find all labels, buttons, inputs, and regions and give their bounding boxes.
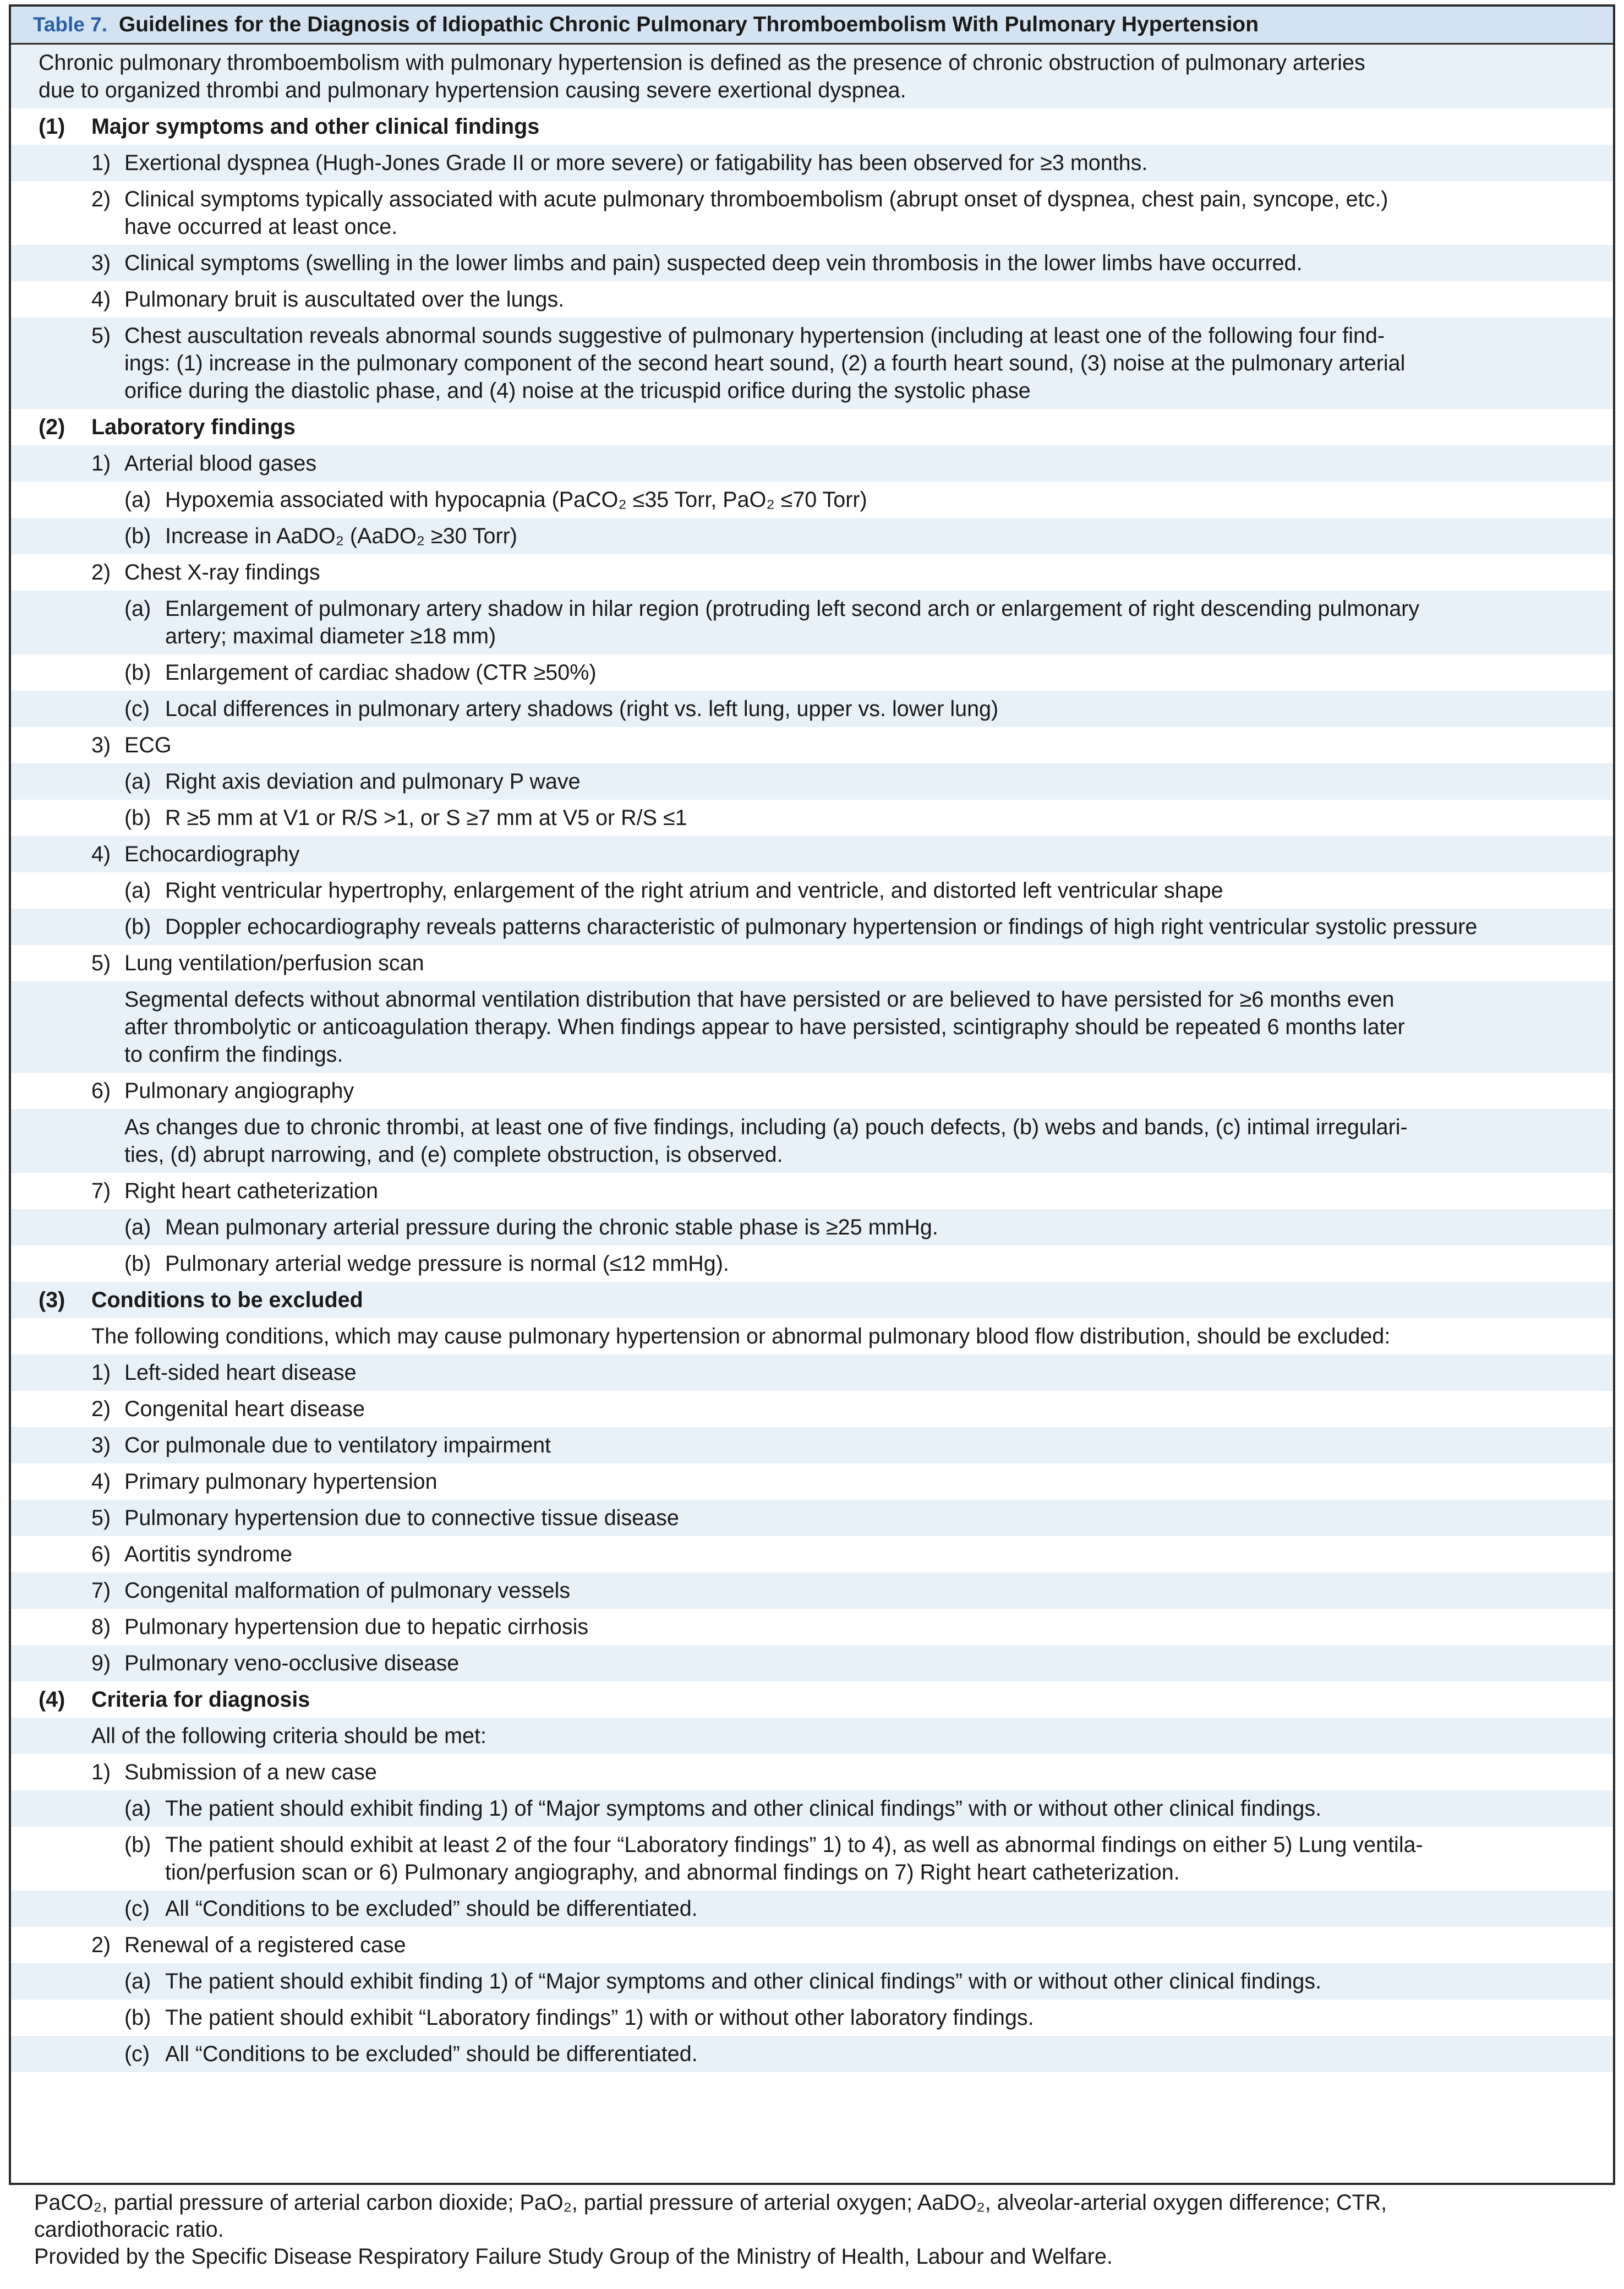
item-text-line: The patient should exhibit at least 2 of the four “Laboratory findings” 1) to 4), as well as abnormal findings on either 5) Lung ventila- <box>165 1833 1423 1857</box>
item-number: (4) <box>39 1687 65 1712</box>
item-text-line: ECG <box>124 733 172 757</box>
item-number: (3) <box>39 1288 65 1312</box>
item-number: (a) <box>124 1215 151 1239</box>
table-row <box>11 45 1613 108</box>
item-text-line: Pulmonary hypertension due to hepatic cirrhosis <box>124 1615 589 1639</box>
item-text-line: Cor pulmonale due to ventilatory impairment <box>124 1433 551 1457</box>
item-text-line: orifice during the diastolic phase, and (4) noise at the tricuspid orifice during the systolic phase <box>124 379 1031 403</box>
item-number: 8) <box>91 1615 111 1639</box>
table-row <box>11 482 1613 518</box>
item-text-line: All of the following criteria should be met: <box>91 1724 486 1748</box>
table-body <box>11 45 1613 2072</box>
table-row <box>11 1500 1613 1536</box>
table-row <box>11 1073 1613 1109</box>
table-row <box>11 654 1613 691</box>
item-number: (c) <box>124 1897 150 1921</box>
item-number: 2) <box>91 187 111 211</box>
item-text-line: Congenital heart disease <box>124 1397 365 1421</box>
item-text-line: Right ventricular hypertrophy, enlargement of the right atrium and ventricle, and distorted left ventricular shape <box>165 878 1223 903</box>
table-row <box>11 2036 1613 2072</box>
item-text-line: Clinical symptoms (swelling in the lower limbs and pain) suspected deep vein thrombosis in the lower limbs have occurred. <box>124 251 1303 275</box>
item-text-line: after thrombolytic or anticoagulation therapy. When findings appear to have persisted, scintigraphy should be repeated 6 months later <box>124 1015 1405 1039</box>
item-number: 4) <box>91 287 111 312</box>
table-row <box>11 800 1613 836</box>
table-row <box>11 1245 1613 1282</box>
item-text-line: Pulmonary veno-occlusive disease <box>124 1651 460 1675</box>
item-text-line: Aortitis syndrome <box>124 1542 293 1566</box>
table-row <box>11 1109 1613 1173</box>
item-text-line: R ≥5 mm at V1 or R/S >1, or S ≥7 mm at V5 or R/S ≤1 <box>165 806 687 830</box>
item-text-line: Increase in AaDO₂ (AaDO₂ ≥30 Torr) <box>165 524 517 548</box>
guidelines-table <box>9 4 1615 2185</box>
item-text-line: Primary pulmonary hypertension <box>124 1469 438 1494</box>
table-row <box>11 591 1613 654</box>
table-row <box>11 1927 1613 1963</box>
item-number: (b) <box>124 524 151 548</box>
item-number: 9) <box>91 1651 111 1675</box>
table-row <box>11 2000 1613 2036</box>
table-row <box>11 1572 1613 1609</box>
item-number: 5) <box>91 324 111 348</box>
item-text-line: Chronic pulmonary thromboembolism with pulmonary hypertension is defined as the presence of chronic obstruction of pulmonary arteries <box>39 51 1365 75</box>
table-row <box>11 691 1613 727</box>
item-text-line: Submission of a new case <box>124 1760 377 1784</box>
footnote-line: Provided by the Specific Disease Respiratory Failure Study Group of the Ministry of Health, Labour and Welfare. <box>34 2244 1113 2269</box>
item-text-line: Chest auscultation reveals abnormal sounds suggestive of pulmonary hypertension (including at least one of the following four find- <box>124 324 1385 348</box>
table-row <box>11 1391 1613 1427</box>
table-row <box>11 518 1613 554</box>
item-text-line: Chest X-ray findings <box>124 560 320 584</box>
item-text-line: Right axis deviation and pulmonary P wave <box>165 769 581 794</box>
item-number: (a) <box>124 597 151 621</box>
item-number: 6) <box>91 1542 111 1566</box>
table-row <box>11 445 1613 482</box>
item-number: 4) <box>91 1469 111 1494</box>
item-number: 3) <box>91 733 111 757</box>
table-row <box>11 763 1613 800</box>
item-number: 1) <box>91 151 111 175</box>
item-number: 2) <box>91 1933 111 1957</box>
item-number: (c) <box>124 2042 150 2066</box>
table-row <box>11 281 1613 318</box>
item-number: 2) <box>91 560 111 584</box>
table-row <box>11 1354 1613 1391</box>
item-number: 2) <box>91 1397 111 1421</box>
item-number: 3) <box>91 1433 111 1457</box>
item-number: 5) <box>91 1506 111 1530</box>
table-row <box>11 1891 1613 1927</box>
item-text-line: Enlargement of cardiac shadow (CTR ≥50%) <box>165 660 597 685</box>
table-row <box>11 145 1613 181</box>
item-text-line: Doppler echocardiography reveals patterns characteristic of pulmonary hypertension or findings of high right ventricular systolic pressure <box>165 915 1478 939</box>
item-text-line: ings: (1) increase in the pulmonary component of the second heart sound, (2) a fourth heart sound, (3) noise at the pulmonary arterial <box>124 351 1406 375</box>
item-text-line: All “Conditions to be excluded” should be differentiated. <box>165 2042 698 2066</box>
table-row <box>11 1718 1613 1754</box>
item-text-line: Pulmonary arterial wedge pressure is normal (≤12 mmHg). <box>165 1252 729 1276</box>
section-heading-row <box>11 1681 1613 1718</box>
table-row <box>11 1427 1613 1463</box>
table-row <box>11 1209 1613 1245</box>
section-heading-row <box>11 1282 1613 1318</box>
item-text-line: to confirm the findings. <box>124 1042 343 1067</box>
table-row <box>11 945 1613 981</box>
item-text-line: Local differences in pulmonary artery shadows (right vs. left lung, upper vs. lower lung) <box>165 697 999 721</box>
table-row <box>11 1963 1613 2000</box>
table-row <box>11 1536 1613 1572</box>
item-number: 3) <box>91 251 111 275</box>
item-text-line: The patient should exhibit “Laboratory findings” 1) with or without other laboratory findings. <box>165 2006 1034 2030</box>
table-title-row <box>11 7 1613 45</box>
item-number: (a) <box>124 1969 151 1993</box>
table-title: Guidelines for the Diagnosis of Idiopathic Chronic Pulmonary Thromboembolism With Pulmonary Hypertension <box>118 13 1259 36</box>
table-row <box>11 872 1613 909</box>
item-number: (1) <box>39 114 65 139</box>
item-number: (b) <box>124 915 151 939</box>
table-row <box>11 1318 1613 1354</box>
table-row <box>11 1754 1613 1790</box>
section-heading-row <box>11 108 1613 145</box>
table-row <box>11 181 1613 245</box>
table-row <box>11 836 1613 872</box>
item-text-line: Conditions to be excluded <box>91 1288 363 1312</box>
table-number: Table 7. <box>33 13 108 36</box>
item-text-line: tion/perfusion scan or 6) Pulmonary angiography, and abnormal findings on 7) Right heart catheterization. <box>165 1860 1180 1884</box>
item-text-line: artery; maximal diameter ≥18 mm) <box>165 624 496 648</box>
item-number: (a) <box>124 769 151 794</box>
item-text-line: Criteria for diagnosis <box>91 1687 310 1712</box>
section-heading-row <box>11 409 1613 445</box>
footnote-line: cardiothoracic ratio. <box>34 2217 224 2242</box>
table-row <box>11 1463 1613 1500</box>
item-number: 7) <box>91 1179 111 1203</box>
item-text-line: All “Conditions to be excluded” should be differentiated. <box>165 1897 698 1921</box>
item-text-line: Lung ventilation/perfusion scan <box>124 951 424 975</box>
item-text-line: ties, (d) abrupt narrowing, and (e) complete obstruction, is observed. <box>124 1143 783 1167</box>
item-number: (2) <box>39 415 65 439</box>
item-text-line: Pulmonary hypertension due to connective tissue disease <box>124 1506 679 1530</box>
item-number: 6) <box>91 1079 111 1103</box>
item-text-line: Echocardiography <box>124 842 300 866</box>
item-text-line: Hypoxemia associated with hypocapnia (PaCO₂ ≤35 Torr, PaO₂ ≤70 Torr) <box>165 488 867 512</box>
item-number: (a) <box>124 1796 151 1821</box>
item-text-line: Clinical symptoms typically associated with acute pulmonary thromboembolism (abrupt onset of dyspnea, chest pain, syncope, etc.) <box>124 187 1388 211</box>
table-footnote <box>34 2189 1592 2283</box>
item-text-line: Left-sided heart disease <box>124 1361 357 1385</box>
footnote-line: PaCO₂, partial pressure of arterial carbon dioxide; PaO₂, partial pressure of arterial oxygen; AaDO₂, alveolar-arterial oxygen difference; CTR, <box>34 2190 1387 2215</box>
item-number: 4) <box>91 842 111 866</box>
item-number: (c) <box>124 697 150 721</box>
item-text-line: The patient should exhibit finding 1) of “Major symptoms and other clinical findings” with or without other clinical findings. <box>165 1796 1322 1821</box>
item-text-line: have occurred at least once. <box>124 215 398 239</box>
item-number: 1) <box>91 1760 111 1784</box>
table-row <box>11 1609 1613 1645</box>
item-number: 1) <box>91 1361 111 1385</box>
item-text-line: Enlargement of pulmonary artery shadow in hilar region (protruding left second arch or enlargement of right descending pulmonary <box>165 597 1420 621</box>
item-number: 1) <box>91 451 111 476</box>
item-number: (b) <box>124 1833 151 1857</box>
item-text-line: Exertional dyspnea (Hugh-Jones Grade II or more severe) or fatigability has been observed for ≥3 months. <box>124 151 1148 175</box>
table-row <box>11 245 1613 281</box>
item-text-line: Renewal of a registered case <box>124 1933 406 1957</box>
item-number: (a) <box>124 878 151 903</box>
table-row <box>11 1645 1613 1681</box>
item-text-line: Laboratory findings <box>91 415 296 439</box>
item-text-line: Segmental defects without abnormal ventilation distribution that have persisted or are believed to have persisted for ≥6 months even <box>124 987 1395 1012</box>
item-text-line: due to organized thrombi and pulmonary hypertension causing severe exertional dyspnea. <box>39 78 906 102</box>
table-row <box>11 1173 1613 1209</box>
item-text-line: As changes due to chronic thrombi, at least one of five findings, including (a) pouch defects, (b) webs and bands, (c) intimal irregulari- <box>124 1115 1408 1139</box>
table-row <box>11 318 1613 409</box>
item-text-line: The patient should exhibit finding 1) of “Major symptoms and other clinical findings” with or without other clinical findings. <box>165 1969 1322 1993</box>
table-row <box>11 1827 1613 1891</box>
table-row <box>11 727 1613 763</box>
item-text-line: Pulmonary angiography <box>124 1079 354 1103</box>
item-text-line: Right heart catheterization <box>124 1179 379 1203</box>
item-text-line: Mean pulmonary arterial pressure during the chronic stable phase is ≥25 mmHg. <box>165 1215 938 1239</box>
item-text-line: The following conditions, which may cause pulmonary hypertension or abnormal pulmonary blood flow distribution, should be excluded: <box>91 1324 1391 1348</box>
item-text-line: Pulmonary bruit is auscultated over the lungs. <box>124 287 565 312</box>
item-number: (b) <box>124 1252 151 1276</box>
item-text-line: Major symptoms and other clinical findings <box>91 114 540 139</box>
item-number: 5) <box>91 951 111 975</box>
item-number: (a) <box>124 488 151 512</box>
item-number: (b) <box>124 2006 151 2030</box>
item-text-line: Congenital malformation of pulmonary vessels <box>124 1578 571 1603</box>
table-row <box>11 1790 1613 1827</box>
item-number: (b) <box>124 806 151 830</box>
table-row <box>11 554 1613 591</box>
item-text-line: Arterial blood gases <box>124 451 317 476</box>
table-row <box>11 981 1613 1073</box>
table-row <box>11 909 1613 945</box>
item-number: (b) <box>124 660 151 685</box>
item-number: 7) <box>91 1578 111 1603</box>
